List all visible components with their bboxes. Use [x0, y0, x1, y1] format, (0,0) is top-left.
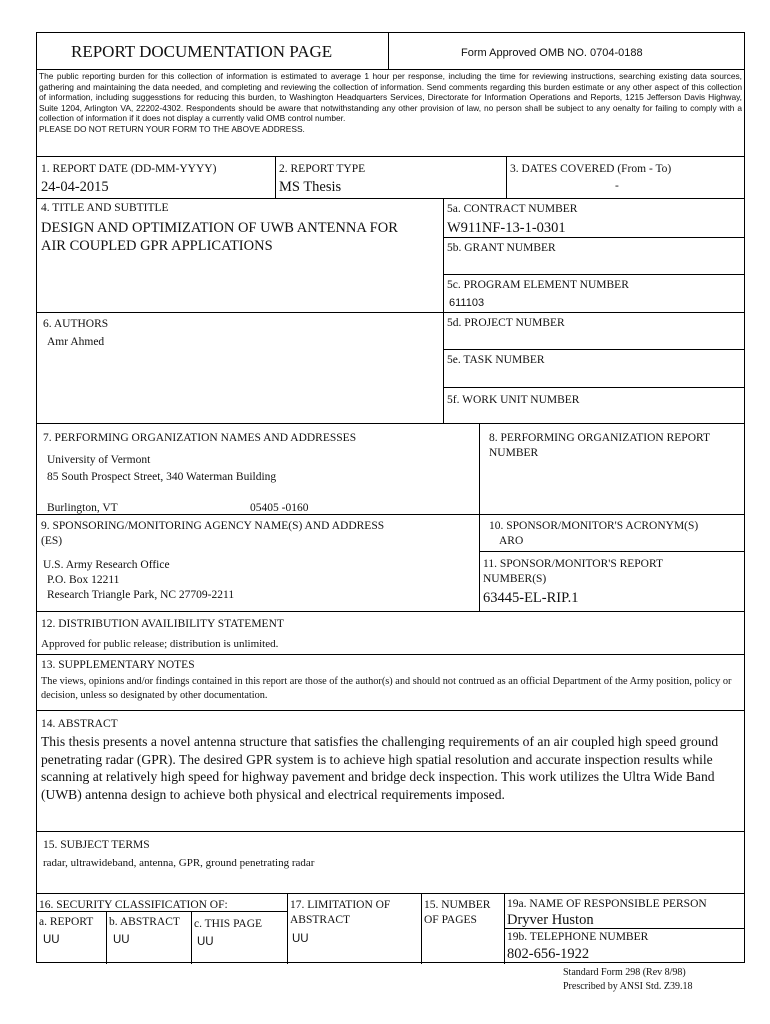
- divider: [388, 33, 389, 69]
- divider: [443, 198, 444, 423]
- divider: [37, 654, 744, 655]
- divider: [37, 198, 744, 199]
- report-date-label: 1. REPORT DATE (DD-MM-YYYY): [41, 163, 217, 175]
- supplementary-value[interactable]: The views, opinions and/or findings contained in this report are those of the author(s) and should not contrued as an official Department of the Army position, policy or decision, unless so designated by other documentation.: [41, 676, 732, 701]
- task-number-label: 5e. TASK NUMBER: [447, 354, 545, 366]
- sponsor-report-value[interactable]: 63445-EL-RIP.1: [483, 590, 579, 606]
- divider: [504, 928, 744, 929]
- report-type-value[interactable]: MS Thesis: [279, 179, 342, 195]
- divider: [37, 423, 744, 424]
- divider: [37, 69, 744, 70]
- divider: [443, 274, 744, 275]
- security-report-value[interactable]: UU: [43, 934, 60, 946]
- subject-terms-value[interactable]: radar, ultrawideband, antenna, GPR, ground penetrating radar: [43, 857, 315, 869]
- sponsor-report-label: 11. SPONSOR/MONITOR'S REPORT: [483, 558, 663, 570]
- form-title: REPORT DOCUMENTATION PAGE: [71, 42, 333, 61]
- work-unit-label: 5f. WORK UNIT NUMBER: [447, 394, 580, 406]
- divider: [37, 911, 287, 912]
- performing-report-label-2: NUMBER: [489, 447, 539, 459]
- performing-org-label: 7. PERFORMING ORGANIZATION NAMES AND ADDRESSES: [43, 432, 357, 444]
- divider: [275, 156, 276, 198]
- performing-org-city[interactable]: Burlington, VT: [47, 502, 118, 514]
- sponsoring-agency-line3[interactable]: Research Triangle Park, NC 27709-2211: [47, 589, 235, 601]
- sponsoring-agency-line1[interactable]: U.S. Army Research Office: [43, 559, 170, 571]
- limitation-label: 17. LIMITATION OF: [290, 899, 391, 911]
- telephone-value[interactable]: 802-656-1922: [507, 946, 590, 962]
- num-pages-label: 15. NUMBER: [424, 899, 491, 911]
- divider: [443, 237, 744, 238]
- performing-org-zip[interactable]: 05405 -0160: [250, 502, 309, 514]
- security-abstract-label: b. ABSTRACT: [109, 916, 180, 928]
- divider: [37, 893, 744, 894]
- distribution-value[interactable]: Approved for public release; distribution is unlimited.: [41, 638, 279, 650]
- security-report-label: a. REPORT: [39, 916, 94, 928]
- sponsoring-agency-label-2: (ES): [41, 535, 63, 547]
- divider: [443, 387, 744, 388]
- burden-text: The public reporting burden for this collection of information is estimated to average 1 hour per response, including the time for reviewing instructions, searching existing data sources, gathering and maintaining the data needed, and completing and reviewing the collection of information. Send comments regarding this burden estimate or any other aspect of this collection of information, including suggesstions for reducing this burden, to Washington Headquarters Services, Directorate for Information Operations and Reports, 1215 Jefferson Davis Highway, Suite 1204, Arlington VA, 22202-4302. Respondents should be aware that notwithstanding any other provision of law, no person shall be subject to any oenalty for failing to comply with a collection of information if it does not display a currently valid OMB control number.: [39, 71, 742, 124]
- authors-label: 6. AUTHORS: [43, 318, 109, 330]
- footer-prescribed: Prescribed by ANSI Std. Z39.18: [563, 981, 693, 992]
- program-element-value[interactable]: 611103: [449, 297, 485, 309]
- divider: [37, 514, 744, 515]
- divider: [506, 156, 507, 198]
- divider: [37, 831, 744, 832]
- footer-standard-form: Standard Form 298 (Rev 8/98): [563, 967, 686, 978]
- divider: [191, 911, 192, 964]
- sponsor-report-label-2: NUMBER(S): [483, 573, 547, 585]
- divider: [287, 893, 288, 964]
- performing-org-line1[interactable]: University of Vermont: [47, 454, 151, 466]
- security-abstract-value[interactable]: UU: [113, 934, 130, 946]
- sponsoring-agency-line2[interactable]: P.O. Box 12211: [47, 574, 120, 586]
- subject-terms-label: 15. SUBJECT TERMS: [43, 839, 150, 851]
- sponsor-acronym-label: 10. SPONSOR/MONITOR'S ACRONYM(S): [489, 520, 699, 532]
- security-label: 16. SECURITY CLASSIFICATION OF:: [39, 899, 228, 911]
- sponsor-acronym-value[interactable]: ARO: [499, 535, 524, 547]
- return-notice: PLEASE DO NOT RETURN YOUR FORM TO THE ABOVE ADDRESS.: [39, 123, 305, 134]
- divider: [37, 710, 744, 711]
- divider: [479, 551, 744, 552]
- form-approved-label: Form Approved OMB NO. 0704-0188: [461, 47, 643, 59]
- report-date-value[interactable]: 24-04-2015: [41, 179, 109, 195]
- num-pages-label-2: OF PAGES: [424, 914, 477, 926]
- responsible-person-label: 19a. NAME OF RESPONSIBLE PERSON: [507, 898, 707, 910]
- report-documentation-form: [36, 32, 745, 963]
- divider: [479, 423, 480, 514]
- report-type-label: 2. REPORT TYPE: [279, 163, 366, 175]
- security-page-value[interactable]: UU: [197, 936, 214, 948]
- divider: [479, 514, 480, 611]
- performing-report-label: 8. PERFORMING ORGANIZATION REPORT: [489, 432, 711, 444]
- abstract-label: 14. ABSTRACT: [41, 718, 118, 730]
- contract-number-label: 5a. CONTRACT NUMBER: [447, 203, 578, 215]
- title-line2[interactable]: AIR COUPLED GPR APPLICATIONS: [41, 238, 273, 254]
- sponsoring-agency-label: 9. SPONSORING/MONITORING AGENCY NAME(S) AND ADDRESS: [41, 520, 385, 532]
- divider: [421, 893, 422, 964]
- security-page-label: c. THIS PAGE: [194, 918, 263, 930]
- performing-org-line2[interactable]: 85 South Prospect Street, 340 Waterman Building: [47, 471, 277, 483]
- supplementary-label: 13. SUPPLEMENTARY NOTES: [41, 659, 195, 671]
- distribution-label: 12. DISTRIBUTION AVAILIBILITY STATEMENT: [41, 618, 284, 630]
- responsible-person-value[interactable]: Dryver Huston: [507, 912, 594, 928]
- dates-covered-value[interactable]: -: [615, 180, 619, 192]
- title-label: 4. TITLE AND SUBTITLE: [41, 202, 169, 214]
- divider: [37, 312, 744, 313]
- limitation-label-2: ABSTRACT: [290, 914, 351, 926]
- telephone-label: 19b. TELEPHONE NUMBER: [507, 931, 649, 943]
- dates-covered-label: 3. DATES COVERED (From - To): [510, 163, 672, 175]
- divider: [443, 349, 744, 350]
- burden-notice: [39, 71, 742, 135]
- grant-number-label: 5b. GRANT NUMBER: [447, 242, 556, 254]
- authors-value[interactable]: Amr Ahmed: [47, 336, 105, 348]
- limitation-value[interactable]: UU: [292, 933, 309, 945]
- abstract-value[interactable]: This thesis presents a novel antenna structure that satisfies the challenging requirements of an air coupled high speed ground penetrating radar (GPR). The desired GPR system is to achieve high spatial resolution and accurate inspection results while scanning at relatively high speed for highway pavement and bridge deck inspection. This work utilizes the Ultra Wide Band (UWB) antenna design to achieve both physical and electrical requirements imposed.: [41, 734, 719, 802]
- divider: [106, 911, 107, 964]
- divider: [37, 611, 744, 612]
- project-number-label: 5d. PROJECT NUMBER: [447, 317, 565, 329]
- program-element-label: 5c. PROGRAM ELEMENT NUMBER: [447, 279, 629, 291]
- divider: [37, 156, 744, 157]
- contract-number-value[interactable]: W911NF-13-1-0301: [447, 220, 566, 236]
- title-line1[interactable]: DESIGN AND OPTIMIZATION OF UWB ANTENNA FOR: [41, 220, 398, 236]
